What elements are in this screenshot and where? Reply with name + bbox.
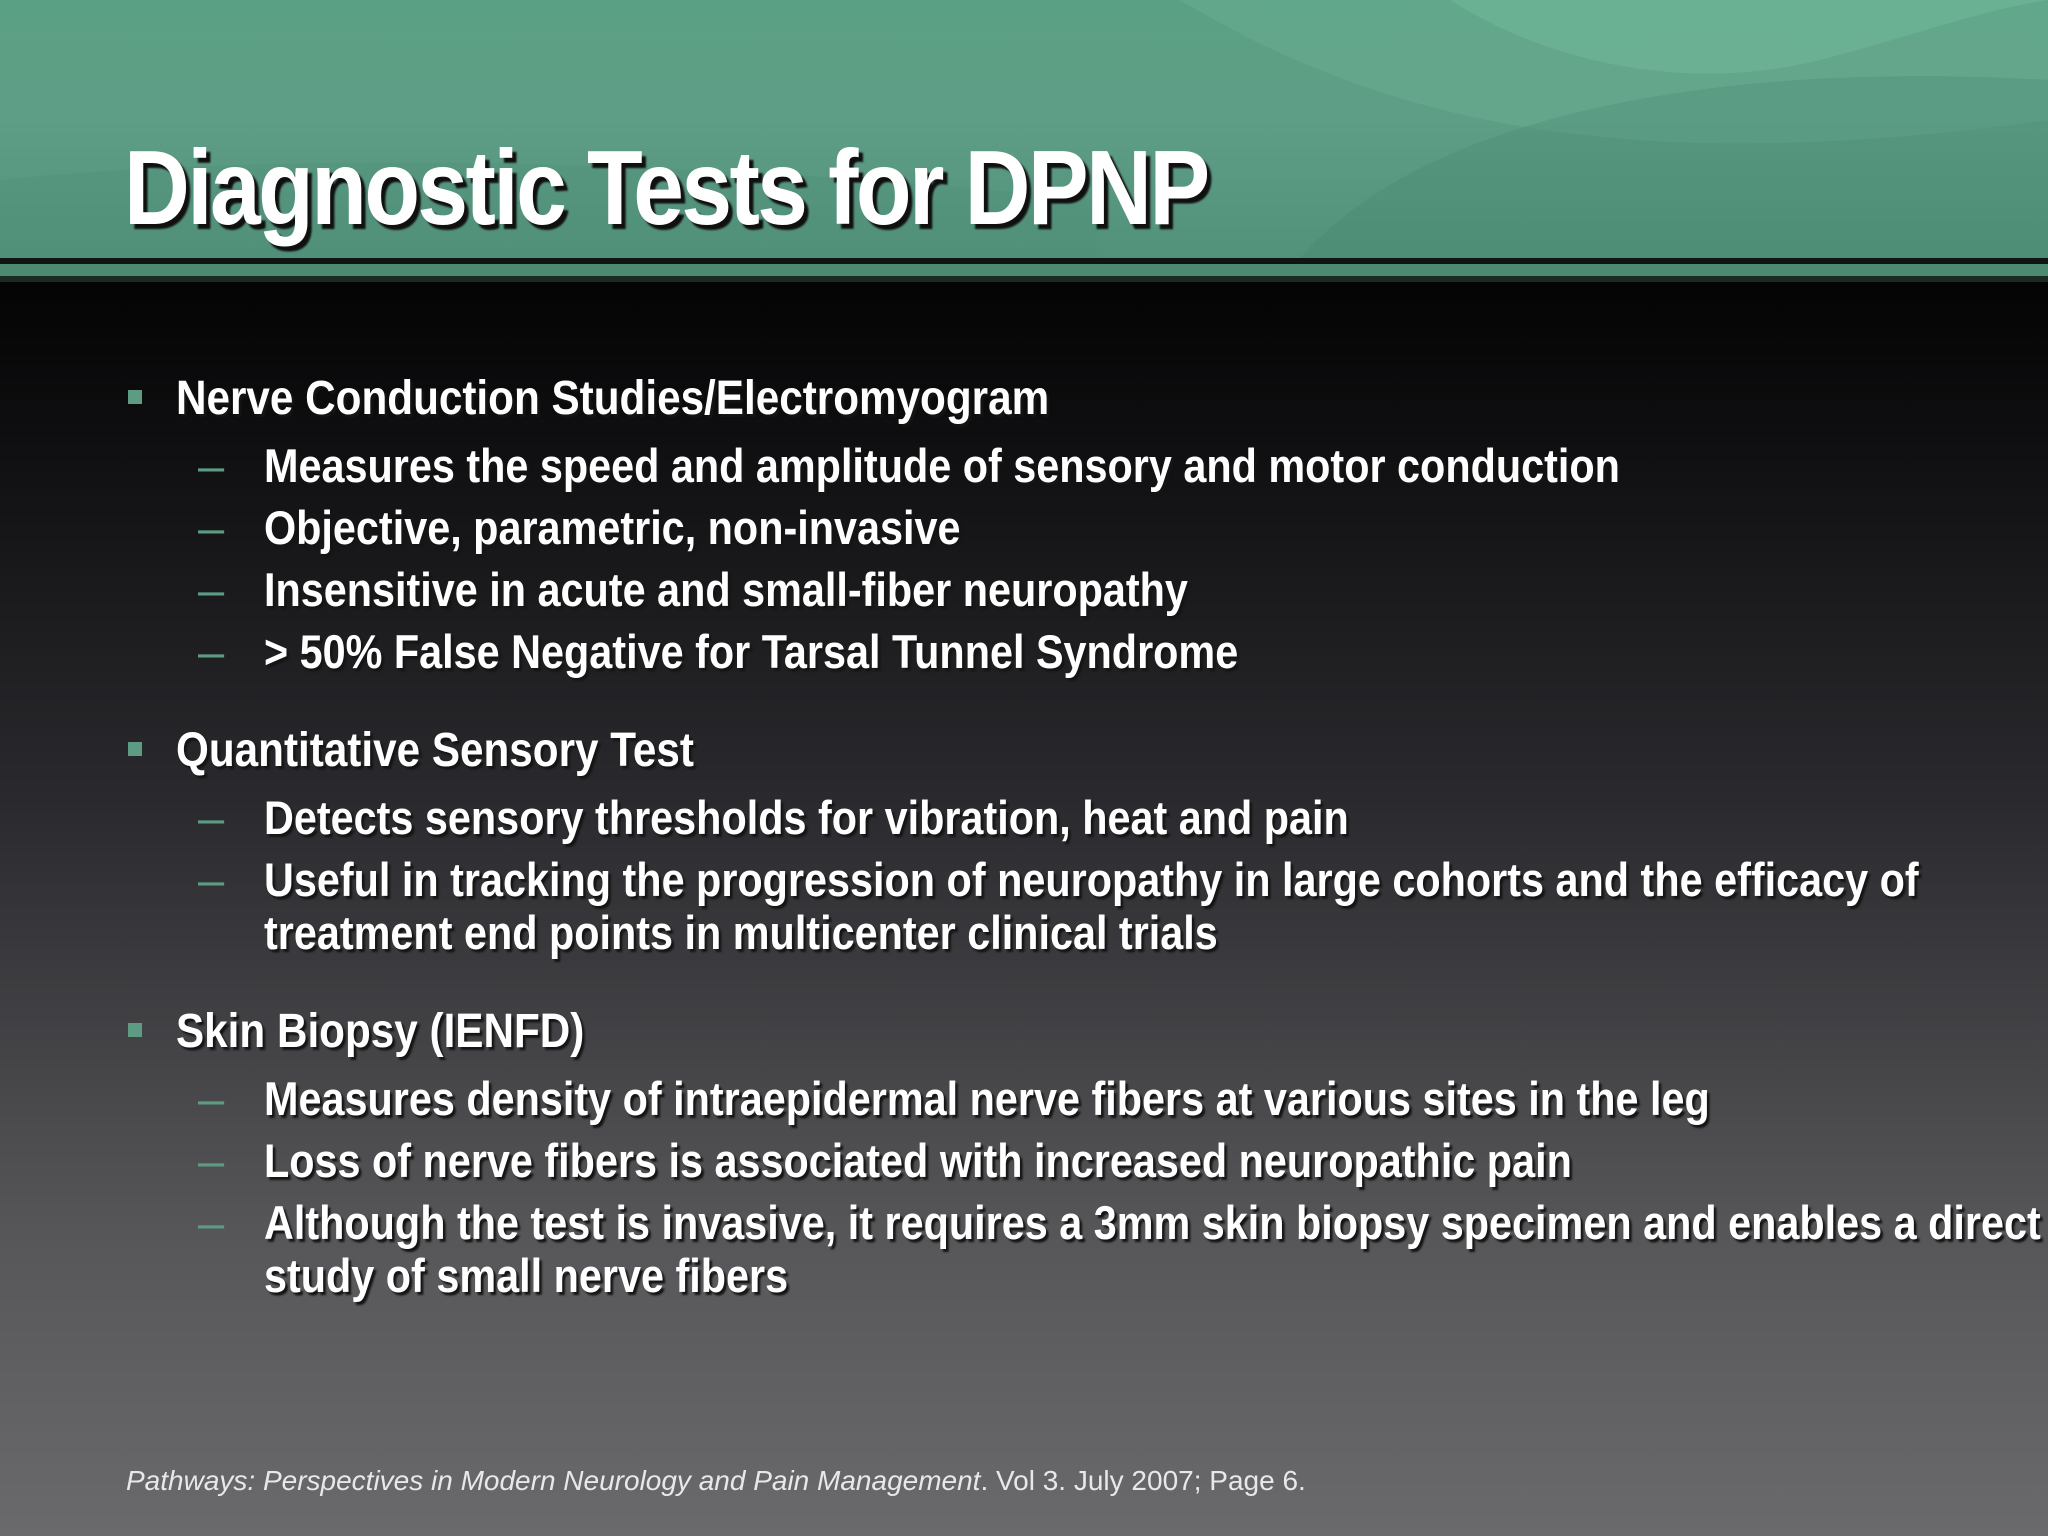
bullet-item [124, 720, 1964, 782]
sub-bullet-text: Insensitive in acute and small-fiber neuropathy [264, 563, 1188, 616]
dash-bullet-icon: – [198, 501, 225, 554]
sub-bullet-item [124, 563, 1964, 616]
sub-bullet-item [124, 1072, 1964, 1125]
dash-bullet-icon: – [198, 625, 225, 678]
sub-bullet-item [124, 1196, 2041, 1302]
header-band [0, 0, 2048, 258]
bullet-item [124, 1001, 1964, 1063]
citation-details: . Vol 3. July 2007; Page 6. [980, 1465, 1306, 1496]
sub-bullet-item [124, 791, 1964, 844]
square-bullet-icon [128, 1023, 142, 1037]
bullet-heading: Quantitative Sensory Test [176, 724, 694, 777]
bullet-item [124, 368, 1964, 430]
sub-bullet-text: Measures density of intraepidermal nerve fibers at various sites in the leg [264, 1072, 1710, 1125]
square-bullet-icon [128, 390, 142, 404]
dash-bullet-icon: – [198, 563, 225, 616]
sub-bullet-item [124, 501, 1964, 554]
citation [126, 1464, 1306, 1498]
dash-bullet-icon: – [198, 1134, 225, 1187]
slide-title: Diagnostic Tests for DPNP [124, 129, 1208, 247]
sub-bullet-item [124, 853, 1964, 959]
section-skin-biopsy [124, 1001, 2041, 1302]
bullet-heading: Nerve Conduction Studies/Electromyogram [176, 372, 1050, 425]
sub-bullet-item [124, 439, 1964, 492]
sub-bullet-item [124, 625, 1964, 678]
square-bullet-icon [128, 742, 142, 756]
sub-bullet-text: Loss of nerve fibers is associated with increased neuropathic pain [264, 1134, 1572, 1187]
citation-source: Pathways: Perspectives in Modern Neurology and Pain Management [126, 1465, 981, 1496]
slide-body [124, 368, 2041, 1344]
header-divider-green [0, 264, 2048, 276]
dash-bullet-icon: – [198, 853, 225, 906]
sub-bullet-text: Measures the speed and amplitude of sensory and motor conduction [264, 439, 1620, 492]
header-divider-shadow [0, 276, 2048, 282]
sub-bullet-text: Detects sensory thresholds for vibration, heat and pain [264, 791, 1349, 844]
section-quantitative-sensory [124, 720, 1964, 959]
sub-bullet-text: Useful in tracking the progression of neuropathy in large cohorts and the efficacy of treatment end points in multicenter clinical trials [264, 853, 1919, 959]
section-nerve-conduction [124, 368, 1964, 678]
sub-bullet-text: Objective, parametric, non-invasive [264, 501, 961, 554]
dash-bullet-icon: – [198, 1196, 225, 1249]
dash-bullet-icon: – [198, 439, 225, 492]
dash-bullet-icon: – [198, 1072, 225, 1125]
dash-bullet-icon: – [198, 791, 225, 844]
sub-bullet-text: Although the test is invasive, it requires a 3mm skin biopsy specimen and enables a direct study of small nerve fibers [264, 1196, 2041, 1302]
bullet-heading: Skin Biopsy (IENFD) [176, 1005, 585, 1058]
sub-bullet-item [124, 1134, 1964, 1187]
sub-bullet-text: > 50% False Negative for Tarsal Tunnel Syndrome [264, 625, 1239, 678]
